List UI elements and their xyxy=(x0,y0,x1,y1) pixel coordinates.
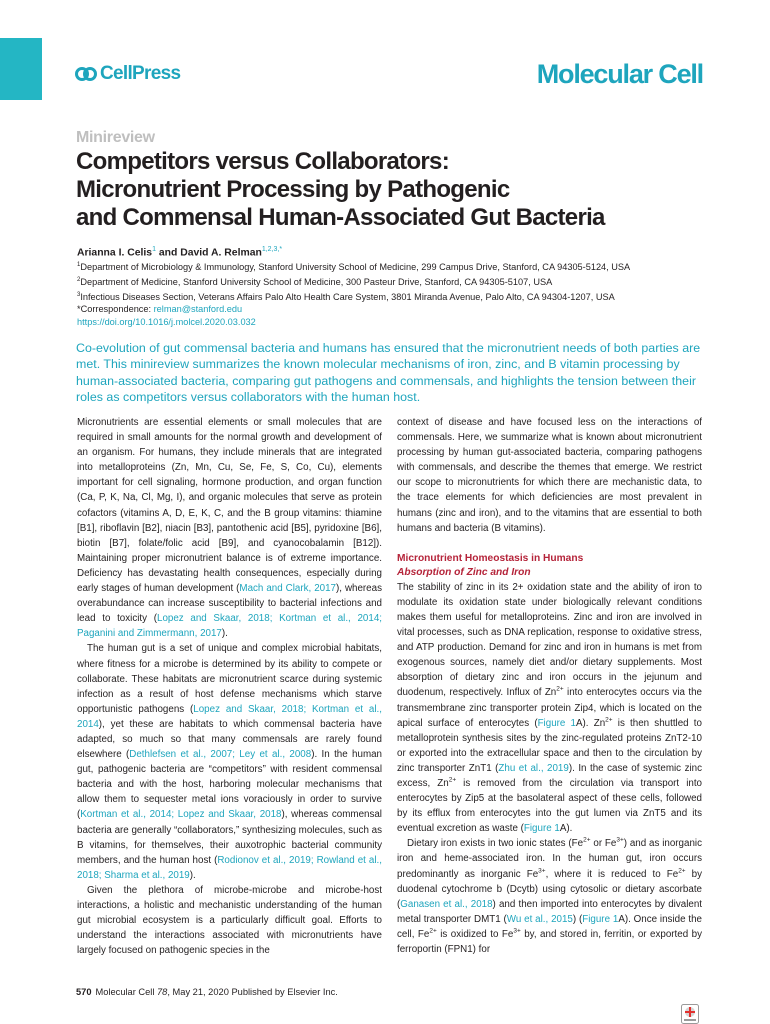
cellpress-logo-icon xyxy=(75,64,97,84)
figure-link[interactable]: Figure 1 xyxy=(523,823,560,835)
citation-link[interactable]: Lopez and Skaar, 2018; Kortman et al., 2014 xyxy=(77,703,382,730)
citation-link[interactable]: Kortman et al., 2014; Lopez and Skaar, 2018 xyxy=(80,809,282,821)
affiliation xyxy=(77,289,630,304)
affiliations xyxy=(77,259,630,329)
citation-link[interactable]: Lopez and Skaar, 2018; Kortman et al., 2014; Paganini and Zimmermann, 2017 xyxy=(77,613,382,640)
correspondence-label: *Correspondence: xyxy=(77,304,154,315)
doi xyxy=(77,316,630,329)
body-paragraph: Dietary iron exists in two ionic states ($Fe^{2+}$ or $Fe^{3+}$) and as inorganic iron and heme-associated iron. In the human gut, iron occurs predominantly as inorganic $Fe^{3+}$, where it is reduced to $Fe^{2+}$ by duodenal cytochrome b (Dcytb) using cytosolic or dietary ascorbate (Ganasen et al., 2018) and then imported into enterocytes by divalent metal transporter DMT1 (Wu et al., 2015) (Figure 1A). Once inside the cell, $Fe^{2+}$ is oxidized to $Fe^{3+}$ by, and stored in, ferritin, or exported by ferroportin (FPN1) for xyxy=(397,837,702,955)
right-column xyxy=(397,415,702,957)
doi-link[interactable]: https://doi.org/10.1016/j.molcel.2020.03.032 xyxy=(77,317,256,327)
body-paragraph: Given the plethora of microbe-microbe and microbe-host interactions, a holistic and mechanistic understanding of the human gut microbial ecosystem is a particularly difficult goal. Efforts to understand the interactions associated with micronutrients have largely focused on pathogenic species in the xyxy=(77,884,382,957)
affiliation-text: Infectious Diseases Section, Veterans Affairs Palo Alto Health Care System, 3801 Miranda Avenue, Palo Alto, CA 94304-1207, USA xyxy=(80,291,615,302)
publisher-name: CellPress xyxy=(100,63,181,84)
author-name[interactable]: Arianna I. Celis xyxy=(77,247,153,259)
figure-link[interactable]: Figure 1 xyxy=(537,717,576,729)
citation-link[interactable]: Dethlefsen et al., 2007; Ley et al., 2008 xyxy=(129,749,312,761)
affiliation xyxy=(77,274,630,289)
affiliation xyxy=(77,259,630,274)
correspondence-email-link[interactable]: relman@stanford.edu xyxy=(153,304,243,315)
title-line: Micronutrient Processing by Pathogenic xyxy=(76,176,510,203)
affiliation-text: Department of Medicine, Stanford University School of Medicine, 300 Pasteur Drive, Stanford, CA 94305-5107, USA xyxy=(80,276,553,287)
left-column xyxy=(77,415,382,958)
crossmark-icon[interactable] xyxy=(681,1004,699,1024)
article-type: Minireview xyxy=(76,129,155,146)
author-list xyxy=(77,243,282,260)
section-heading: Micronutrient Homeostasis in Humans xyxy=(397,552,584,564)
title-line: and Commensal Human-Associated Gut Bacteria xyxy=(76,204,605,231)
title-line: Competitors versus Collaborators: xyxy=(76,148,449,175)
journal-name[interactable]: Molecular Cell xyxy=(536,59,703,89)
body-paragraph: context of disease and have focused less on the interactions of commensals. Here, we summarize what is known about micronutrient processing by human gut-associated bacteria, comparing pathogens with commensals, and describe the themes that emerge. We restrict our scope to micronutrients for which there are mechanistic data, to the trace elements for which deficiencies are most prevalent in humans (zinc and iron), and to the vitamins that are essential to both humans and bacteria (B vitamins). xyxy=(397,417,702,534)
affiliation-number: 1 xyxy=(77,262,81,268)
footer-volume: 78 xyxy=(157,987,168,997)
footer-publication-info: , May 21, 2020 Published by Elsevier Inc. xyxy=(167,987,338,997)
author-affiliation-marker[interactable]: 1,2,3,* xyxy=(261,246,283,253)
author-separator: and xyxy=(155,247,181,259)
article-title xyxy=(76,148,605,232)
citation-link[interactable]: Rodionov et al., 2019; Rowland et al., 2018; Sharma et al., 2019 xyxy=(77,854,382,881)
header-color-tab xyxy=(0,38,42,100)
affiliation-text: Department of Microbiology & Immunology, Stanford University School of Medicine, 299 Campus Drive, Stanford, CA 94305-5124, USA xyxy=(80,262,631,273)
page-number: 570 xyxy=(76,987,92,997)
citation-link[interactable]: Zhu et al., 2019 xyxy=(498,762,569,774)
page-footer xyxy=(76,987,338,997)
citation-link[interactable]: Mach and Clark, 2017 xyxy=(239,583,336,595)
affiliation-number: 3 xyxy=(77,291,81,298)
body-paragraph: The stability of zinc in its 2+ oxidation state and the ability of iron to modulate its oxidation state under biologically relevant conditions makes them useful for metalloproteins. Zinc and iron are involved in vital processes, such as DNA replication, response to oxidative stress, and ATP production. Demand for zinc and iron in humans is met from exogenous sources, namely diet and/or dietary supplements. Most absorption of dietary zinc and iron occurs in the jejunum and duodenum, respectively. Influx of $Zn^{2+}$ into enterocytes occurs via the transmembrane zinc transporter protein Zip4, which is located on the apical surface of enterocytes (Figure 1A). $Zn^{2+}$ is then shuttled to metalloprotein synthesis sites by the zinc-regulated proteins ZnT2-10 or exported into the extracellular space and then to the circulation by zinc transporter ZnT1 (Zhu et al., 2019). In the case of systemic zinc excess, $Zn^{2+}$ is removed from the circulation via transport into enterocytes by Zip5 at the basolateral aspect of these cells, followed by its efflux from enterocytes into the gut lumen via ZnT5 and its eventual excretion as waste (Figure 1A). xyxy=(397,581,703,835)
figure-link[interactable]: Figure 1 xyxy=(582,913,619,925)
abstract: Co-evolution of gut commensal bacteria and humans has ensured that the micronutrient needs of both parties are met. This minireview summarizes the known molecular mechanisms of iron, zinc, and B vitamin processing by human-associated bacteria, comparing gut pathogens and commensals, and highlights the tension between their roles as competitors versus collaborators with the human host. xyxy=(76,341,701,404)
citation-link[interactable]: Wu et al., 2015 xyxy=(506,913,573,925)
subsection-heading: Absorption of Zinc and Iron xyxy=(397,566,531,578)
body-paragraph: The human gut is a set of unique and complex microbial habitats, where fitness for a microbe is determined by its ability to compete or collaborate. These habitats are micronutrient scarce during systemic infection as a result of host defense mechanisms which starve opportunistic pathogens (Lopez and Skaar, 2018; Kortman et al., 2014), yet these are habitats to which commensal bacteria have adapted, so much so that many commensals are rarely found elsewhere (Dethlefsen et al., 2007; Ley et al., 2008). In the human gut, pathogenic bacteria are “competitors” with resident commensal bacteria and with the host, harboring molecular mechanisms that allow them to sequester metal ions voraciously in order to survive (Kortman et al., 2014; Lopez and Skaar, 2018), whereas commensal bacteria are generally “collaborators,” synthesizing molecules, such as B vitamins, for themselves, their auxotrophic bacterial community members, and the human host (Rodionov et al., 2019; Rowland et al., 2018; Sharma et al., 2019). xyxy=(77,643,382,881)
author-name[interactable]: David A. Relman xyxy=(180,247,262,259)
affiliation-number: 2 xyxy=(77,276,81,283)
citation-link[interactable]: Ganasen et al., 2018 xyxy=(400,898,493,910)
author-affiliation-marker[interactable]: 1 xyxy=(152,246,156,253)
publisher-logo[interactable] xyxy=(75,64,180,84)
correspondence xyxy=(77,303,630,316)
footer-journal: Molecular Cell xyxy=(95,987,155,997)
body-paragraph: Micronutrients are essential elements or small molecules that are required in small amounts for the normal growth and development of an organism. For humans, they include minerals that are integrated into metalloproteins (Zn, Mn, Cu, Se, Fe, S, Co, Cu), elements important for cell signaling, hormone production, and organ function (Ca, P, K, Na, Cl, Mg, I), and organic molecules that serve as protein cofactors (vitamins A, D, E, K, C, and the B group vitamins: thiamine [B1], riboflavin [B2], niacin [B3], pantothenic acid [B5], pyridoxine [B6], biotin [B7], folate/folic acid [B9], and cyanocobalamin [B12]). Maintaining proper micronutrient balance is of extreme importance. Deficiency has devastating health consequences, especially during early stages of human development (Mach and Clark, 2017), whereas overabundance can increase susceptibility to bacterial infections and lead to toxicity (Lopez and Skaar, 2018; Kortman et al., 2014; Paganini and Zimmermann, 2017). xyxy=(77,417,382,640)
